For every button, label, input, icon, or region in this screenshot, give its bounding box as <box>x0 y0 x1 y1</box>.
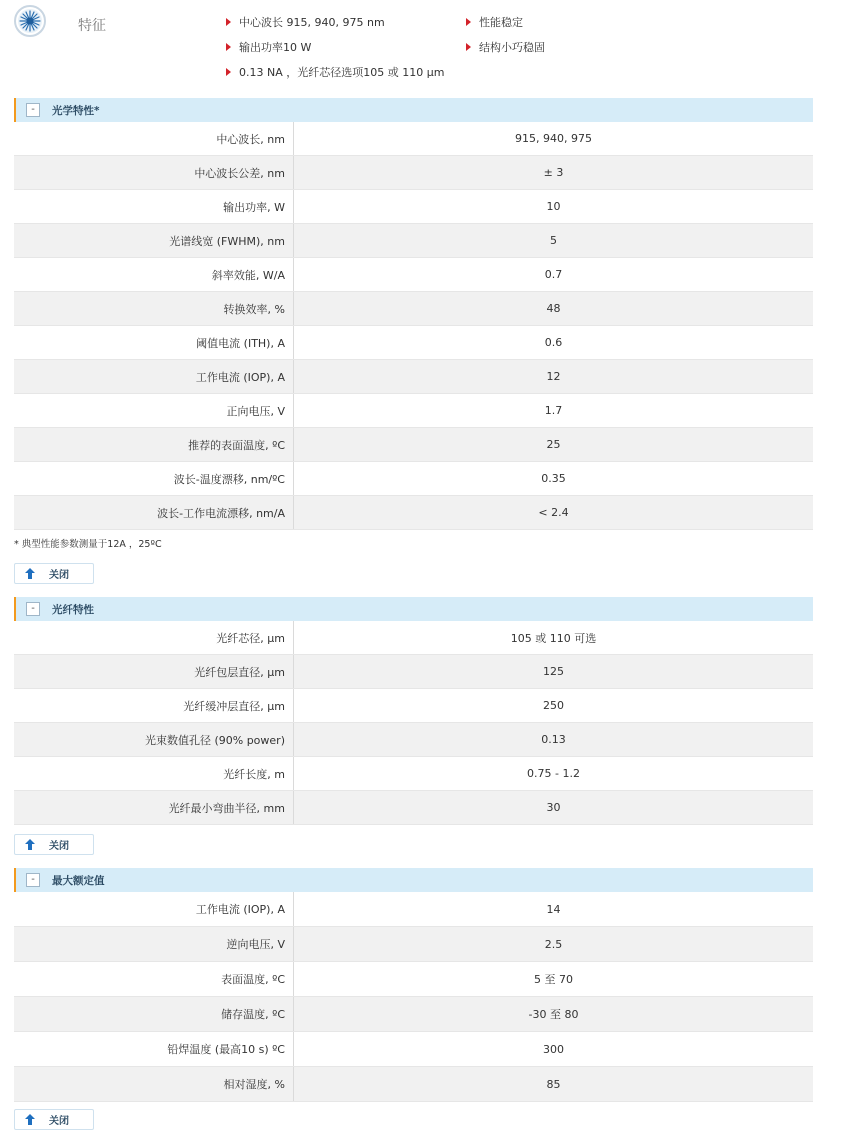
table-row <box>14 156 813 190</box>
section-title: 最大额定值 <box>52 874 105 887</box>
spec-label: 波长-工作电流漂移, nm/A <box>14 496 294 529</box>
feature-item <box>466 14 523 30</box>
laser-starburst-icon <box>14 5 46 37</box>
spec-value: 105 或 110 可选 <box>510 631 597 645</box>
close-button[interactable] <box>14 834 94 855</box>
max-ratings-table <box>14 892 813 1102</box>
table-row <box>14 757 813 791</box>
section-header-max-ratings[interactable] <box>14 868 813 892</box>
feature-item <box>226 64 444 80</box>
spec-label: 光纤芯径, μm <box>14 621 294 654</box>
spec-value: 14 <box>546 902 561 916</box>
spec-value: 30 <box>546 801 561 814</box>
spec-value: 1.7 <box>544 404 563 417</box>
bullet-triangle-icon <box>226 68 231 76</box>
close-button[interactable] <box>14 1109 94 1130</box>
table-row <box>14 258 813 292</box>
table-row <box>14 190 813 224</box>
spec-value: 0.6 <box>544 336 563 349</box>
table-row <box>14 462 813 496</box>
spec-label: 推荐的表面温度, ºC <box>14 428 294 461</box>
spec-label: 转换效率, % <box>14 292 294 325</box>
spec-label: 光谱线宽 (FWHM), nm <box>14 224 294 257</box>
table-row <box>14 1032 813 1067</box>
feature-text: 中心波长 915, 940, 975 nm <box>239 16 385 29</box>
spec-label: 阈值电流 (ITH), A <box>14 326 294 359</box>
spec-label: 逆向电压, V <box>14 927 294 961</box>
collapse-toggle-button[interactable]: - <box>26 602 40 616</box>
spec-label: 铅焊温度 (最高10 s) ºC <box>14 1032 294 1066</box>
fiber-spec-table <box>14 621 813 825</box>
spec-label: 光纤缓冲层直径, μm <box>14 689 294 722</box>
arrow-up-icon <box>25 1114 35 1125</box>
close-label: 关闭 <box>49 1116 69 1127</box>
table-row <box>14 496 813 530</box>
table-row <box>14 997 813 1032</box>
features-title: 特征 <box>78 18 106 34</box>
spec-label: 斜率效能, W/A <box>14 258 294 291</box>
spec-value: 85 <box>546 1077 561 1091</box>
feature-text: 性能稳定 <box>479 16 523 29</box>
collapse-toggle-button[interactable]: - <box>26 103 40 117</box>
table-row <box>14 791 813 825</box>
bullet-triangle-icon <box>466 18 471 26</box>
spec-label: 表面温度, ºC <box>14 962 294 996</box>
table-row <box>14 689 813 723</box>
spec-label: 相对湿度, % <box>14 1067 294 1101</box>
spec-value: 10 <box>546 200 561 213</box>
table-row <box>14 428 813 462</box>
table-row <box>14 326 813 360</box>
close-button[interactable] <box>14 563 94 584</box>
table-row <box>14 892 813 927</box>
feature-text: 结构小巧稳固 <box>479 41 545 54</box>
feature-text: 0.13 NA ，光纤芯径选项105 或 110 μm <box>239 66 445 79</box>
spec-label: 输出功率, W <box>14 190 294 223</box>
feature-item <box>226 39 311 55</box>
spec-label: 工作电流 (IOP), A <box>14 360 294 393</box>
spec-value: 250 <box>543 699 564 712</box>
spec-value: 25 <box>546 438 561 451</box>
spec-label: 中心波长, nm <box>14 122 294 155</box>
section-title: 光纤特性 <box>52 603 94 616</box>
spec-label: 正向电压, V <box>14 394 294 427</box>
bullet-triangle-icon <box>226 43 231 51</box>
spec-label: 中心波长公差, nm <box>14 156 294 189</box>
spec-value: 0.7 <box>544 268 563 281</box>
spec-label: 光纤长度, m <box>14 757 294 790</box>
table-row <box>14 927 813 962</box>
close-label: 关闭 <box>49 570 69 581</box>
spec-value: 0.35 <box>541 472 566 485</box>
table-row <box>14 224 813 258</box>
spec-value: 300 <box>543 1042 564 1056</box>
spec-value: 915, 940, 975 <box>515 132 592 145</box>
table-row <box>14 621 813 655</box>
optical-spec-table <box>14 122 813 530</box>
bullet-triangle-icon <box>226 18 231 26</box>
table-row <box>14 292 813 326</box>
spec-label: 光纤包层直径, μm <box>14 655 294 688</box>
table-row <box>14 655 813 689</box>
footnote: * 典型性能参数测量于12A ，25ºC <box>14 539 162 550</box>
collapse-toggle-button[interactable]: - <box>26 873 40 887</box>
close-label: 关闭 <box>49 841 69 852</box>
spec-label: 储存温度, ºC <box>14 997 294 1031</box>
section-header-optical[interactable] <box>14 98 813 122</box>
table-row <box>14 723 813 757</box>
section-header-fiber[interactable] <box>14 597 813 621</box>
spec-value: 5 至 70 <box>534 973 573 986</box>
spec-value: 0.13 <box>541 733 566 746</box>
table-row <box>14 1067 813 1102</box>
section-title: 光学特性* <box>52 104 100 117</box>
spec-value: -30 至 80 <box>528 1008 579 1021</box>
arrow-up-icon <box>25 839 35 850</box>
table-row <box>14 122 813 156</box>
spec-label: 光纤最小弯曲半径, mm <box>14 791 294 824</box>
table-row <box>14 962 813 997</box>
feature-text: 输出功率10 W <box>239 41 312 54</box>
table-row <box>14 360 813 394</box>
feature-item <box>466 39 545 55</box>
spec-label: 光束数值孔径 (90% power) <box>14 723 294 756</box>
spec-value: 12 <box>546 370 561 383</box>
spec-label: 波长-温度漂移, nm/ºC <box>14 462 294 495</box>
spec-value: 2.5 <box>544 937 563 951</box>
arrow-up-icon <box>25 568 35 579</box>
table-row <box>14 394 813 428</box>
spec-value: 5 <box>550 234 557 247</box>
spec-value: ± 3 <box>543 166 564 179</box>
bullet-triangle-icon <box>466 43 471 51</box>
features-panel <box>0 0 845 92</box>
spec-value: 125 <box>543 665 564 678</box>
spec-value: < 2.4 <box>538 506 569 519</box>
spec-value: 0.75 - 1.2 <box>527 767 580 780</box>
spec-label: 工作电流 (IOP), A <box>14 892 294 926</box>
feature-item <box>226 14 385 30</box>
spec-value: 48 <box>546 302 561 315</box>
